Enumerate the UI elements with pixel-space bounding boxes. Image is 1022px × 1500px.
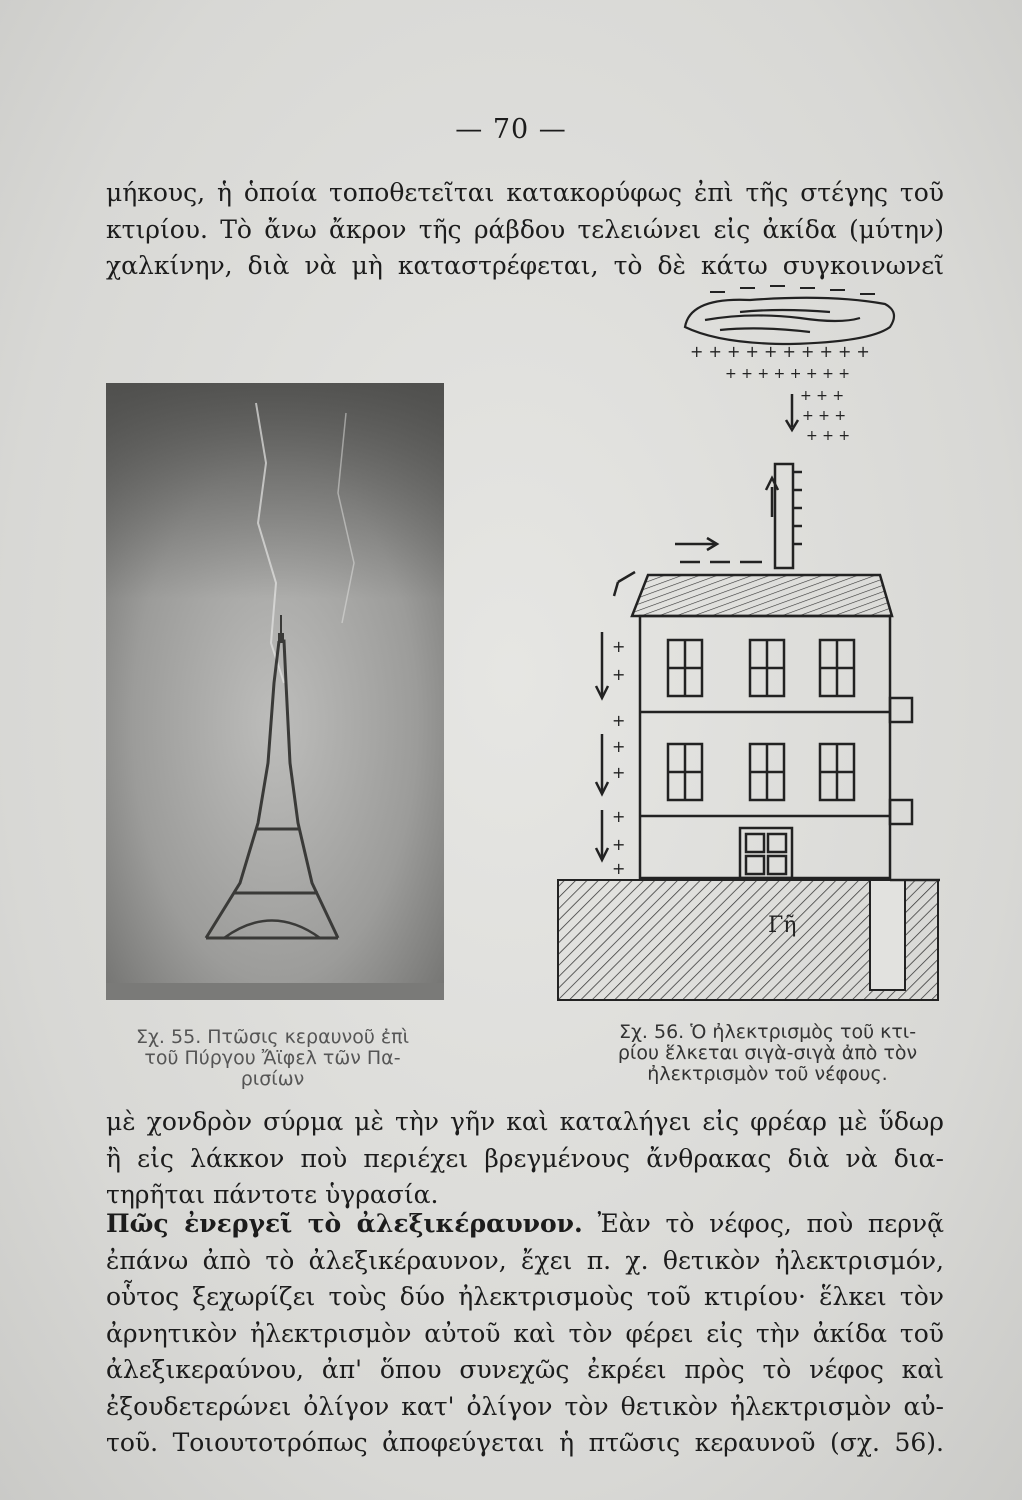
figure-55-caption [100, 1027, 445, 1090]
figure-56-caption [575, 1022, 960, 1085]
text-line: κτιρίου. Τὸ ἄνω ἄκρον τῆς ράβδου τελειώνει εἰς ἀκίδα (μύτην) [106, 214, 944, 244]
window-icons [668, 640, 854, 878]
section-paragraph [106, 1206, 944, 1462]
caption-line: Σχ. 56. Ὁ ἠλεκτρισμὸς τοῦ κτι- [618, 1021, 917, 1043]
section-first-line-rest: Ἐὰν τὸ νέφος, ποὺ περνᾷ [597, 1209, 944, 1238]
text-line: τοῦ. Τοιουτοτρόπως ἀποφεύγεται ἡ πτῶσις κεραυνοῦ (σχ. 56). [106, 1428, 944, 1457]
lightning-rod-house-diagram [540, 282, 950, 1014]
svg-text:+: + [612, 737, 626, 756]
text-line: μήκους, ἡ ὁποία τοποθετεῖται κατακορύφως ἐπὶ τῆς στέγης τοῦ [106, 178, 944, 207]
text-line: ἀλεξικεραύνου, ἀπ' ὅπου συνεχῶς ἐκρέει πρὸς τὸ νέφος καὶ [106, 1355, 944, 1384]
storm-cloud-icon [685, 286, 894, 344]
svg-text:+: + [612, 637, 626, 656]
page-number: — 70 — [455, 114, 567, 145]
caption-line: ρίου ἕλκεται σιγὰ-σιγὰ ἀπὸ τὸν [617, 1042, 918, 1064]
svg-text:+: + [612, 859, 626, 878]
svg-text:+ + +: + + + [802, 408, 847, 424]
section-first-line [106, 1206, 944, 1243]
svg-text:+: + [612, 711, 626, 730]
text-line: χαλκίνην, διὰ νὰ μὴ καταστρέφεται, τὸ δὲ κάτω συγκοινωνεῖ [106, 251, 944, 280]
svg-text:+ + + + + + + +: + + + + + + + + [725, 366, 850, 382]
text-line: ἢ εἰς λάκκον ποὺ περιέχει βρεγμένους ἄνθρακας διὰ νὰ δια- [106, 1143, 944, 1173]
caption-line: τοῦ Πύργου Ἄϊφελ τῶν Πα- [144, 1047, 401, 1069]
svg-text:+ + +: + + + [806, 428, 851, 444]
svg-text:+ + + + + + + + + +: + + + + + + + + + + [690, 342, 870, 361]
ground-label: Γῆ [768, 913, 797, 938]
text-line: μὲ χονδρὸν σύρμα μὲ τὴν γῆν καὶ καταλήγει εἰς φρέαρ μὲ ὕδωρ [106, 1107, 944, 1136]
section-heading: Πῶς ἐνεργεῖ τὸ ἀλεξικέραυνον. [106, 1209, 583, 1238]
text-line: οὗτος ξεχωρίζει τοὺς δύο ἠλεκτρισμοὺς τοῦ κτιρίου· ἕλκει τὸν [106, 1282, 944, 1311]
text-line: τηρῆται πάντοτε ὑγρασία. [106, 1180, 439, 1209]
svg-text:+: + [612, 835, 626, 854]
building [640, 616, 912, 878]
house-diagram-svg [540, 282, 950, 1014]
text-line: ἀρνητικὸν ἠλεκτρισμὸν αὐτοῦ καὶ τὸν φέρει εἰς τὴν ἀκίδα τοῦ [106, 1318, 944, 1348]
caption-line: Σχ. 55. Πτῶσις κεραυνοῦ ἐπὶ [135, 1026, 410, 1048]
svg-text:+: + [612, 763, 626, 782]
eiffel-tower-illustration [106, 383, 444, 1000]
caption-line: ρισίων [240, 1068, 305, 1090]
bottom-paragraph [106, 1104, 944, 1214]
svg-text:+ + +: + + + [800, 388, 845, 404]
top-paragraph [106, 175, 944, 285]
text-line: ἐξουδετερώνει ὀλίγον κατ' ὀλίγον τὸν θετικὸν ἠλεκτρισμὸν αὐ- [106, 1391, 944, 1421]
svg-text:+: + [612, 665, 626, 684]
eiffel-tower-photo [106, 383, 444, 1000]
caption-line: ἠλεκτρισμὸν τοῦ νέφους. [647, 1063, 888, 1085]
svg-text:+: + [612, 807, 626, 826]
lightning-rod [766, 464, 802, 568]
text-line: ἐπάνω ἀπὸ τὸ ἀλεξικέραυνον, ἔχει π. χ. θετικὸν ἠλεκτρισμόν, [106, 1245, 944, 1275]
